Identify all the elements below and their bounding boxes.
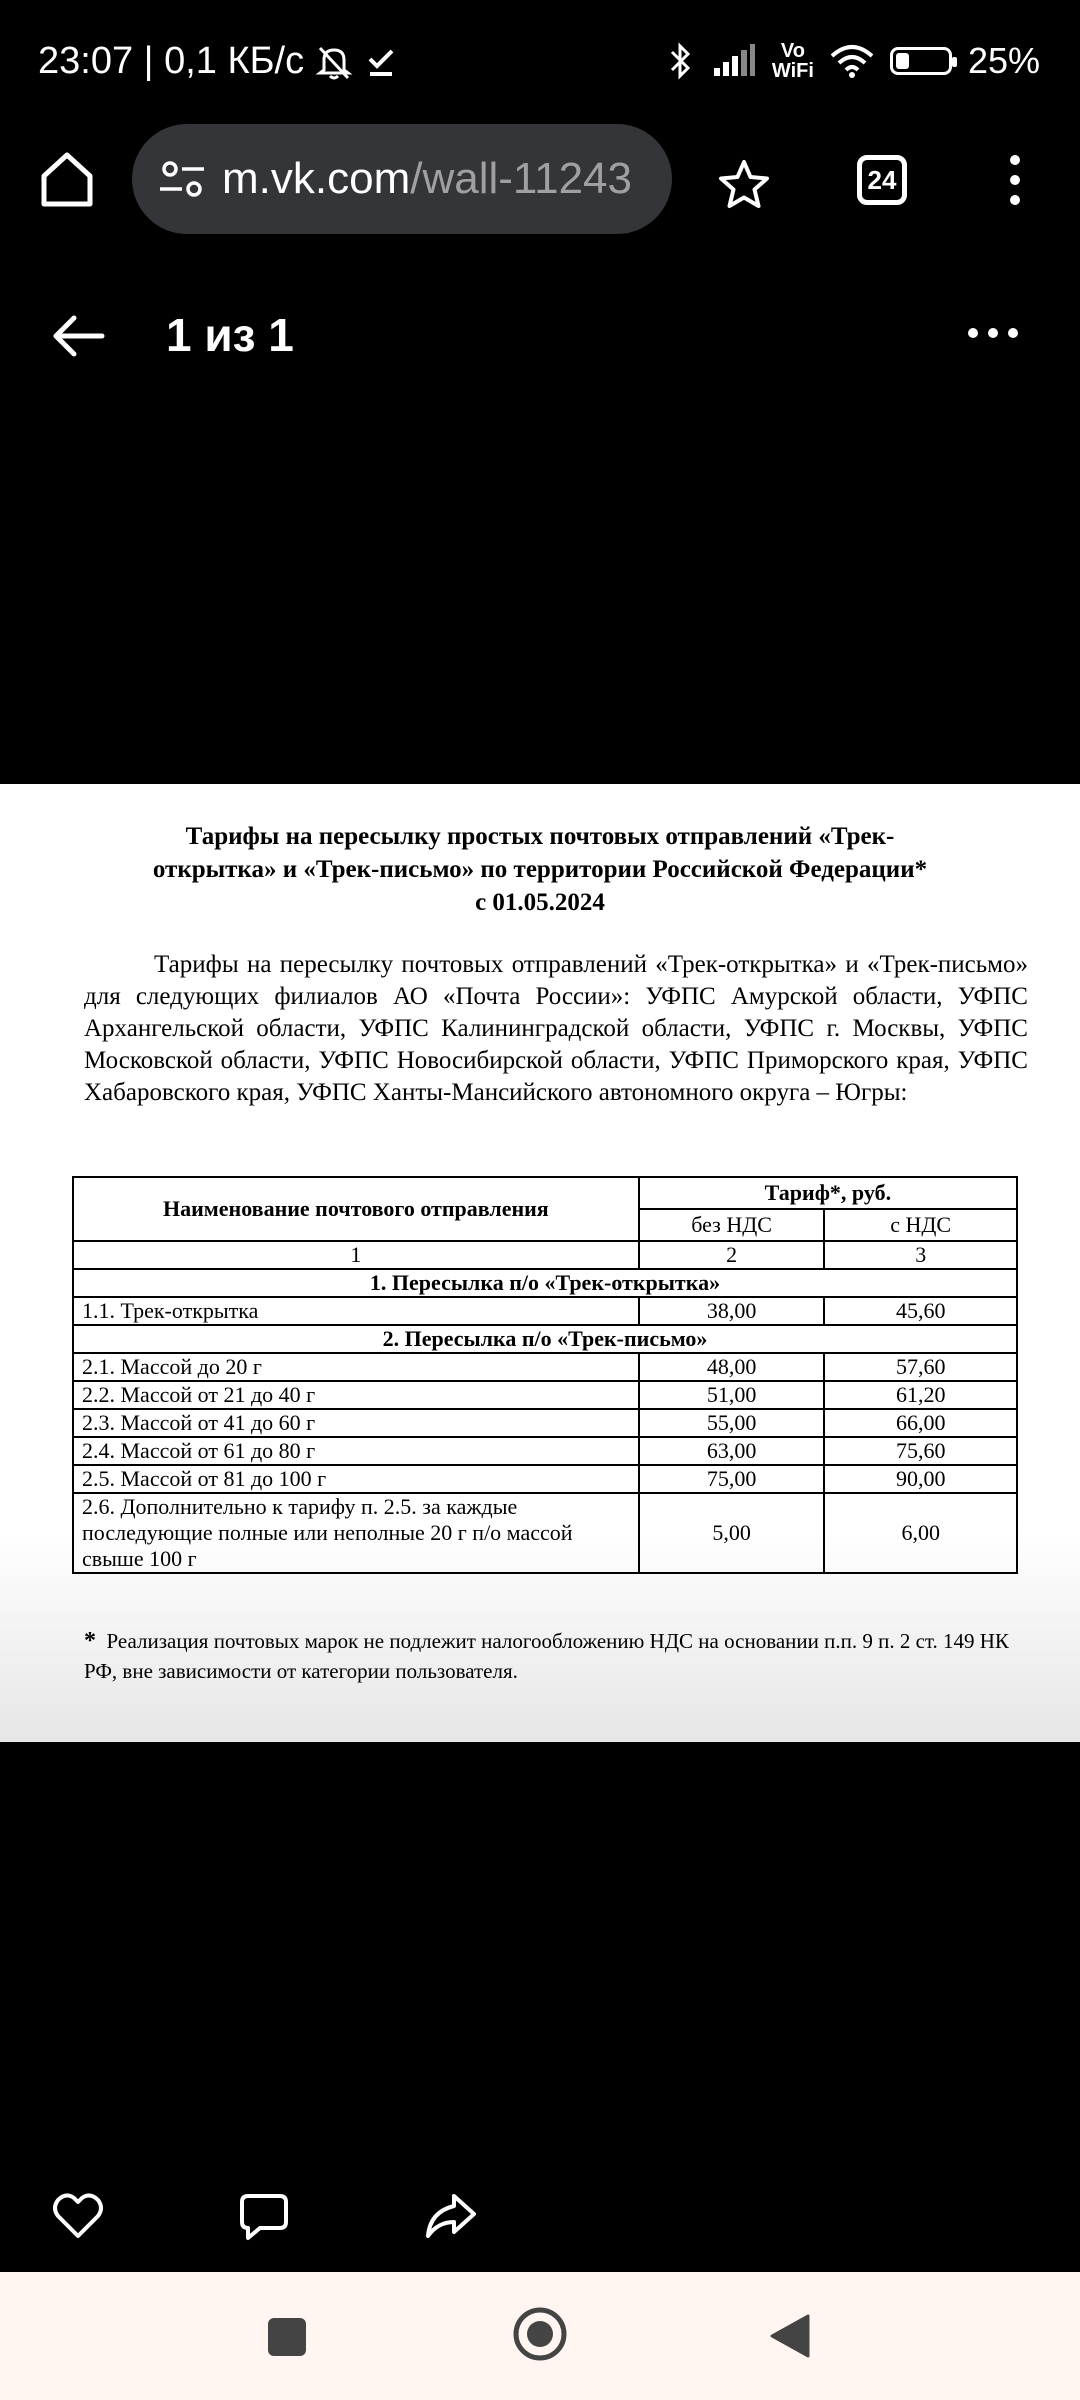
heart-icon [50,2188,106,2244]
document-footnote [84,1626,1028,1686]
comment-icon [236,2188,292,2244]
tariff-table [72,1176,1018,1574]
bell-off-icon [314,42,354,82]
home-button[interactable] [36,148,98,210]
vowifi-bottom: WiFi [771,60,814,82]
row-vat: 90,00 [824,1465,1017,1493]
table-header-row [73,1177,1017,1209]
table-row [73,1381,1017,1409]
table-section-row [73,1269,1017,1297]
site-settings-icon[interactable] [156,153,208,205]
download-done-icon [364,45,398,79]
row-no-vat: 63,00 [639,1437,825,1465]
title-line-2: открытка» и «Трек-письмо» по территории Российской Федерации* [152,856,928,883]
document-title [80,820,1000,919]
url-text[interactable] [222,154,632,204]
bluetooth-icon [666,41,696,81]
signal-icon [712,44,756,78]
table-row [73,1437,1017,1465]
header-name: Наименование почтового отправления [73,1177,639,1241]
recents-button[interactable] [266,2316,308,2363]
bookmark-button[interactable] [715,156,773,214]
more-horizontal-icon [965,318,1021,348]
arrow-left-icon [50,312,106,360]
home-icon [36,148,98,210]
row-no-vat: 48,00 [639,1353,825,1381]
photo-viewer-header [0,290,1080,380]
photo-actions [0,2180,1080,2250]
battery-fill [896,53,909,69]
row-no-vat: 38,00 [639,1297,825,1325]
title-line-1: Тарифы на пересылку простых почтовых отправлений «Трек- [185,823,895,850]
row-name: 2.5. Массой от 81 до 100 г [73,1465,639,1493]
document-image [0,784,1080,1742]
system-navigation-bar [0,2272,1080,2400]
row-vat: 45,60 [824,1297,1017,1325]
row-name: 2.2. Массой от 21 до 40 г [73,1381,639,1409]
section-1-title: 1. Пересылка п/о «Трек-открытка» [73,1269,1017,1297]
header-vat: с НДС [824,1209,1017,1241]
battery-percent: 25% [967,40,1040,81]
battery-icon [890,47,952,75]
url-path: /wall-11243 [410,154,632,203]
url-host: m.vk.com [222,154,411,203]
col-num-2: 2 [639,1241,825,1269]
col-num-1: 1 [73,1241,639,1269]
home-nav-button[interactable] [512,2306,568,2367]
row-vat: 66,00 [824,1409,1017,1437]
row-no-vat: 55,00 [639,1409,825,1437]
back-button[interactable] [50,312,106,360]
header-tariff: Тариф*, руб. [639,1177,1017,1209]
battery-tip [952,57,957,67]
time-speed: 23:07 | 0,1 КБ/с [38,40,305,82]
row-no-vat: 75,00 [639,1465,825,1493]
table-row [73,1465,1017,1493]
row-vat: 57,60 [824,1353,1017,1381]
row-no-vat: 5,00 [639,1493,825,1573]
more-vertical-icon [1000,150,1030,210]
like-button[interactable] [50,2188,106,2244]
status-bar [0,0,1080,130]
address-bar[interactable] [132,124,672,234]
square-icon [266,2316,308,2358]
row-name: 2.1. Массой до 20 г [73,1353,639,1381]
circle-home-icon [512,2306,568,2362]
section-2-title: 2. Пересылка п/о «Трек-письмо» [73,1325,1017,1353]
more-options-button[interactable] [965,318,1021,348]
footnote-mark: * [84,1628,96,1654]
title-line-3: с 01.05.2024 [475,889,605,916]
vowifi-top: Vo [780,40,805,62]
share-icon [422,2188,478,2244]
table-column-numbers-row [73,1241,1017,1269]
document-paragraph: Тарифы на пересылку почтовых отправлений «Трек-открытка» и «Трек-письмо» для следующих филиалов АО «Почта России»: УФПС Амурской области, УФПС Архангельской области, УФПС Калининградской области, УФПС г. Москвы, УФПС Московской области, УФПС Новосибирской области, УФПС Приморского края, УФПС Хабаровского края, УФПС Ханты-Мансийского автономного округа – Югры: [84,951,1028,1106]
photo-counter: 1 из 1 [166,309,294,361]
share-button[interactable] [422,2188,478,2244]
row-name: 2.3. Массой от 41 до 60 г [73,1409,639,1437]
row-name: 2.6. Дополнительно к тарифу п. 2.5. за каждые последующие полные или неполные 20 г п/о массой свыше 100 г [73,1493,639,1573]
tab-switcher-button[interactable]: 24 [857,155,907,205]
col-num-3: 3 [824,1241,1017,1269]
row-vat: 6,00 [824,1493,1017,1573]
row-no-vat: 51,00 [639,1381,825,1409]
star-icon [715,156,773,214]
browser-toolbar [0,120,1080,240]
row-vat: 61,20 [824,1381,1017,1409]
table-row [73,1297,1017,1325]
vowifi-indicator [772,41,814,81]
back-nav-button[interactable] [768,2312,812,2365]
browser-menu-button[interactable] [1000,150,1030,210]
table-row [73,1409,1017,1437]
triangle-back-icon [768,2312,812,2360]
table-row [73,1353,1017,1381]
status-left [38,40,398,83]
table-section-row [73,1325,1017,1353]
table-row [73,1493,1017,1573]
status-right [666,40,1040,82]
header-no-vat: без НДС [639,1209,825,1241]
row-vat: 75,60 [824,1437,1017,1465]
row-name: 2.4. Массой от 61 до 80 г [73,1437,639,1465]
wifi-icon [830,44,874,78]
row-name: 1.1. Трек-открытка [73,1297,639,1325]
comment-button[interactable] [236,2188,292,2244]
footnote-text: Реализация почтовых марок не подлежит налогообложению НДС на основании п.п. 9 п. 2 ст. 149 НК РФ, вне зависимости от категории пользователя. [84,1629,1009,1683]
